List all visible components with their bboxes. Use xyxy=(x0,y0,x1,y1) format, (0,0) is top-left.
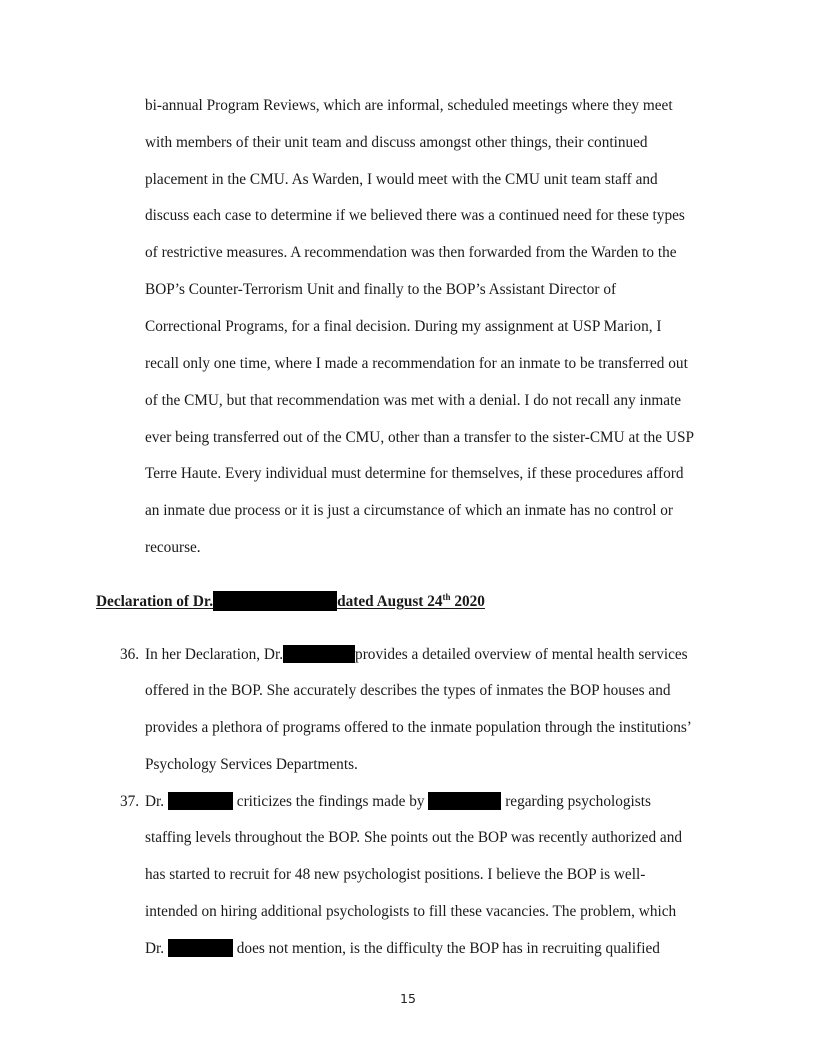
paragraph-37-last-line xyxy=(145,939,660,959)
redaction-box xyxy=(168,792,233,810)
body-line: with members of their unit team and discuss amongst other things, their continued xyxy=(145,134,648,151)
paragraph-number: 36. xyxy=(120,646,140,663)
paragraph-number: 37. xyxy=(120,793,140,810)
redaction-box xyxy=(283,645,355,663)
text-fragment: does not mention, is the difficulty the BOP has in recruiting qualified xyxy=(236,940,660,957)
body-line: recall only one time, where I made a recommendation for an inmate to be transferred out xyxy=(145,355,688,372)
body-line: intended on hiring additional psychologists to fill these vacancies. The problem, which xyxy=(145,903,677,920)
body-line: staffing levels throughout the BOP. She points out the BOP was recently authorized and xyxy=(145,829,683,846)
text-fragment: Dr. xyxy=(145,793,165,810)
body-line: ever being transferred out of the CMU, other than a transfer to the sister-CMU at the USP xyxy=(145,429,694,446)
body-line: Terre Haute. Every individual must determine for themselves, if these procedures afford xyxy=(145,465,684,482)
redaction-box xyxy=(213,591,337,611)
text-fragment: provides a detailed overview of mental health services xyxy=(355,646,688,663)
body-line: placement in the CMU. As Warden, I would meet with the CMU unit team staff and xyxy=(145,171,658,188)
paragraph-37-line xyxy=(145,792,651,812)
body-line: provides a plethora of programs offered to the inmate population through the institutions’ xyxy=(145,719,692,736)
redaction-box xyxy=(428,792,501,810)
heading-date: dated August 24 xyxy=(337,593,443,610)
section-heading xyxy=(96,591,485,612)
body-line: Correctional Programs, for a final decision. During my assignment at USP Marion, I xyxy=(145,318,662,335)
text-fragment: regarding psychologists xyxy=(505,793,651,810)
body-line: Psychology Services Departments. xyxy=(145,756,358,773)
body-line: bi-annual Program Reviews, which are informal, scheduled meetings where they meet xyxy=(145,97,673,114)
body-line: discuss each case to determine if we believed there was a continued need for these types xyxy=(145,207,685,224)
text-fragment: In her Declaration, Dr. xyxy=(145,646,284,663)
body-line: an inmate due process or it is just a circumstance of which an inmate has no control or xyxy=(145,502,674,519)
heading-superscript: th xyxy=(442,592,451,602)
page-number: 15 xyxy=(400,991,416,1006)
body-line: offered in the BOP. She accurately describes the types of inmates the BOP houses and xyxy=(145,682,671,699)
text-fragment: criticizes the findings made by xyxy=(236,793,425,810)
heading-prefix: Declaration of Dr. xyxy=(96,593,214,610)
body-line: recourse. xyxy=(145,539,201,556)
redaction-box xyxy=(168,939,233,957)
body-line: BOP’s Counter-Terrorism Unit and finally to the BOP’s Assistant Director of xyxy=(145,281,617,298)
heading-year: 2020 xyxy=(450,593,485,610)
body-line: of the CMU, but that recommendation was met with a denial. I do not recall any inmate xyxy=(145,392,682,409)
body-line: of restrictive measures. A recommendation was then forwarded from the Warden to the xyxy=(145,244,677,261)
text-fragment: Dr. xyxy=(145,940,165,957)
paragraph-36-line xyxy=(145,645,688,665)
body-line: has started to recruit for 48 new psychologist positions. I believe the BOP is well- xyxy=(145,866,646,883)
